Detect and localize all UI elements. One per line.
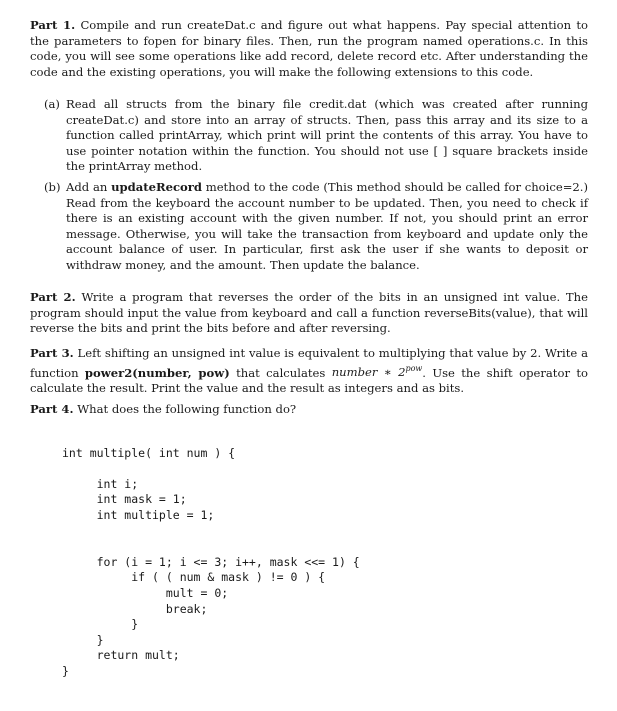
code-line: for (i = 1; i <= 3; i++, mask <<= 1) {: [62, 554, 360, 569]
code-line: return mult;: [62, 648, 180, 663]
part3-formula: [332, 365, 423, 379]
code-line: }: [62, 663, 69, 678]
part3-text-c: . Use the shift operator to calculate the result. Print the value and the result as integers and as bits.: [30, 365, 588, 396]
part3-func: power2(number, pow): [84, 365, 230, 380]
formula-exponent: pow: [405, 364, 423, 374]
part1-item-b: [44, 180, 589, 274]
code-listing: [62, 430, 360, 711]
part4-section: [30, 402, 588, 418]
code-line: }: [62, 617, 139, 632]
code-line: }: [62, 632, 104, 647]
part1-section: [30, 18, 588, 80]
code-line: [62, 539, 360, 555]
code-line: if ( ( num & mask ) != 0 ) {: [62, 570, 326, 585]
part2-section: [30, 290, 588, 337]
code-line: int multiple( int num ) {: [62, 445, 236, 460]
part3-text-a: Left shifting an unsigned int value is equivalent to multiplying that value by 2. Write a function: [30, 346, 588, 380]
part1-item-a: [44, 97, 588, 175]
part3-section: [30, 346, 588, 397]
code-line: break;: [62, 601, 208, 616]
item-a-text: Read all structs from the binary file credit.dat (which was created after running createDat.c) and store into an array of structs. Then, pass this array and its size to a function called printArray, which print will print the contents of this array. You have to use pointer notation within the function. You should not use [ ] square brackets inside the printArray method.: [66, 97, 588, 174]
code-line: int mask = 1;: [62, 492, 187, 507]
part4-paragraph: [30, 402, 588, 418]
item-b-paragraph: [66, 180, 588, 274]
part1-paragraph: [30, 18, 588, 80]
code-line: int multiple = 1;: [62, 507, 215, 522]
item-a-label: (a): [44, 97, 60, 111]
part2-heading: Part 2.: [30, 290, 76, 304]
part1-text: Compile and run createDat.c and figure out what happens. Pay special attention to the parameters to fopen for binary files. Then, run the program named operations.c. In this code, you will see some operations like add record, delete record etc. After understanding the code and the existing operations, you will make the following extensions to this code.: [30, 18, 588, 79]
part2-paragraph: [30, 290, 588, 337]
code-line: [62, 461, 360, 477]
item-b-lead: Add an: [66, 180, 108, 194]
item-b-method: updateRecord: [111, 180, 202, 194]
part4-heading: Part 4.: [30, 402, 74, 416]
item-b-text: method to the code (This method should be called for choice=2.) Read from the keyboard the account number to be updated. Then, you need to check if there is an existing account with the given number. If not, you should print an error message. Otherwise, you will take the transaction from keyboard and update only the account balance of user. In particular, first ask the user if she wants to deposit or withdraw money, and the amount. Then update the balance.: [66, 180, 589, 272]
code-line: int i;: [62, 476, 139, 491]
item-b-label: (b): [44, 180, 61, 194]
part3-text-b: that calculates: [236, 365, 326, 380]
code-line: mult = 0;: [62, 585, 229, 600]
part3-heading: Part 3.: [30, 346, 74, 360]
part1-heading: Part 1.: [30, 18, 76, 32]
formula-base: number ∗ 2: [331, 365, 406, 380]
code-line: [62, 524, 360, 540]
part3-paragraph: [30, 346, 588, 397]
part2-text: Write a program that reverses the order of the bits in an unsigned int value. The program should input the value from keyboard and call a function reverseBits(value), that will reverse the bits and print the bits before and after reversing.: [30, 290, 588, 336]
part4-text: What does the following function do?: [77, 402, 297, 416]
